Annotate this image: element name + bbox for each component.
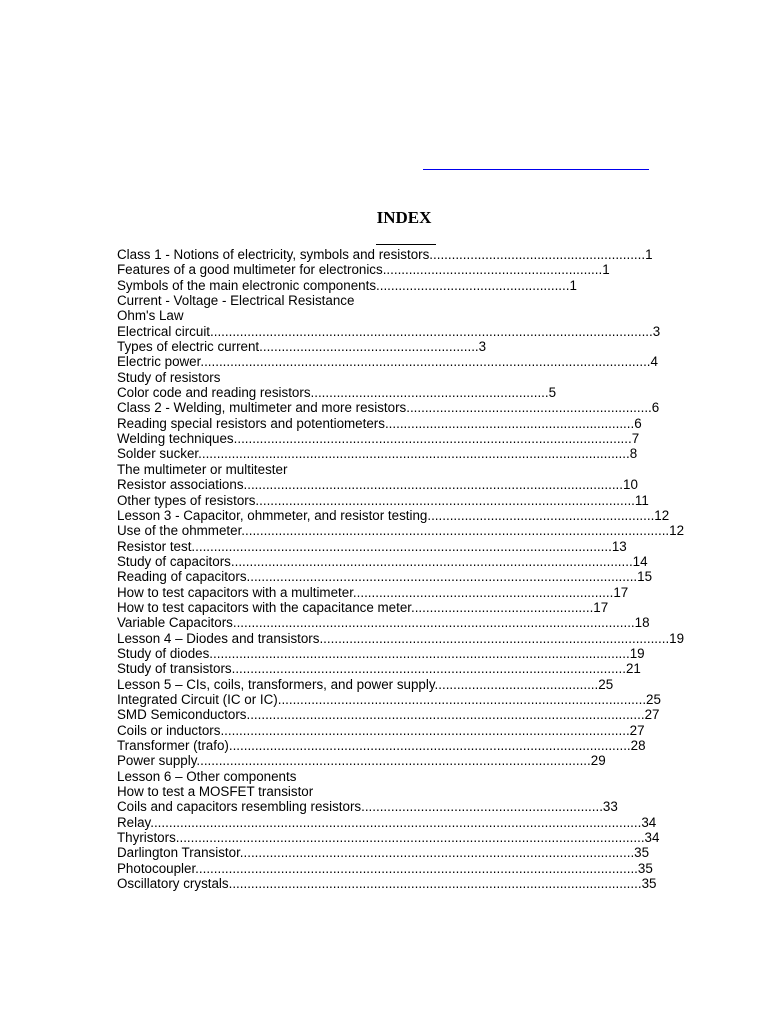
- toc-entry[interactable]: Lesson 5 – CIs, coils, transformers, and power supply............................................25: [117, 676, 614, 692]
- toc-entry[interactable]: Oscillatory crystals...............................................................................................................35: [117, 876, 657, 892]
- toc-entry[interactable]: Lesson 6 – Other components: [117, 768, 297, 784]
- toc-entry[interactable]: Resistor test.................................................................................................................13: [117, 538, 627, 554]
- toc-entry[interactable]: Resistor associations......................................................................................................10: [117, 477, 638, 493]
- toc-entry[interactable]: Ohm's Law: [117, 308, 184, 324]
- toc-entry[interactable]: Study of resistors: [117, 369, 221, 385]
- toc-entry[interactable]: Darlington Transistor..........................................................................................................35: [117, 845, 650, 861]
- toc-entry[interactable]: Electrical circuit.......................................................................................................................3: [117, 323, 661, 339]
- toc-entry[interactable]: Variable Capacitors............................................................................................................18: [117, 615, 650, 631]
- toc-entry[interactable]: The multimeter or multitester: [117, 461, 288, 477]
- toc-entry[interactable]: Electric power.........................................................................................................................4: [117, 354, 658, 370]
- toc-entry[interactable]: Thyristors..............................................................................................................................34: [117, 830, 660, 846]
- toc-entry[interactable]: Welding techniques...........................................................................................................7: [117, 431, 640, 447]
- toc-entry[interactable]: How to test capacitors with the capacitance meter.................................................17: [117, 599, 609, 615]
- toc-entry[interactable]: Photocoupler.......................................................................................................................35: [117, 860, 653, 876]
- toc-entry[interactable]: Symbols of the main electronic components....................................................1: [117, 277, 577, 293]
- toc-entry[interactable]: Class 2 - Welding, multimeter and more resistors..................................................................6: [117, 400, 660, 416]
- toc-entry[interactable]: Coils or inductors..............................................................................................................27: [117, 722, 645, 738]
- title-underline: [376, 244, 436, 245]
- toc-entry[interactable]: Color code and reading resistors................................................................5: [117, 385, 557, 401]
- toc-entry[interactable]: SMD Semiconductors...........................................................................................................27: [117, 707, 660, 723]
- toc-entry[interactable]: Coils and capacitors resembling resistors.................................................................33: [117, 799, 618, 815]
- toc-entry[interactable]: Relay....................................................................................................................................34: [117, 814, 657, 830]
- toc-entry[interactable]: Features of a good multimeter for electronics...........................................................1: [117, 262, 610, 278]
- table-of-contents: [117, 247, 684, 891]
- hyperlink-underline[interactable]: [423, 169, 649, 170]
- toc-entry[interactable]: Study of diodes.................................................................................................................19: [117, 645, 645, 661]
- page-title: INDEX: [376, 208, 432, 227]
- toc-entry[interactable]: Types of electric current...........................................................3: [117, 339, 487, 355]
- toc-entry[interactable]: Lesson 4 – Diodes and transistors..............................................................................................19: [117, 630, 685, 646]
- toc-entry[interactable]: Study of transistors..........................................................................................................21: [117, 661, 641, 677]
- toc-entry[interactable]: Solder sucker....................................................................................................................8: [117, 446, 638, 462]
- toc-entry[interactable]: Reading special resistors and potentiometers...................................................................6: [117, 415, 642, 431]
- toc-entry[interactable]: Transformer (trafo)............................................................................................................28: [117, 738, 646, 753]
- toc-entry[interactable]: Study of capacitors............................................................................................................14: [117, 553, 648, 569]
- toc-entry[interactable]: Use of the ohmmeter...................................................................................................................12: [117, 523, 685, 539]
- toc-entry[interactable]: Power supply..........................................................................................................29: [117, 753, 606, 769]
- toc-entry[interactable]: How to test a MOSFET transistor: [117, 784, 314, 800]
- toc-entry[interactable]: Integrated Circuit (IC or IC)...................................................................................................25: [117, 691, 661, 707]
- toc-entry[interactable]: Reading of capacitors.........................................................................................................15: [117, 569, 653, 585]
- toc-entry[interactable]: How to test capacitors with a multimeter......................................................................17: [117, 584, 629, 600]
- toc-entry[interactable]: Current - Voltage - Electrical Resistance: [117, 293, 355, 309]
- toc-entry[interactable]: Class 1 - Notions of electricity, symbols and resistors..........................................................1: [117, 247, 653, 262]
- toc-entry[interactable]: Lesson 3 - Capacitor, ohmmeter, and resistor testing.............................................................12: [117, 507, 670, 523]
- toc-entry[interactable]: Other types of resistors......................................................................................................11: [117, 492, 649, 508]
